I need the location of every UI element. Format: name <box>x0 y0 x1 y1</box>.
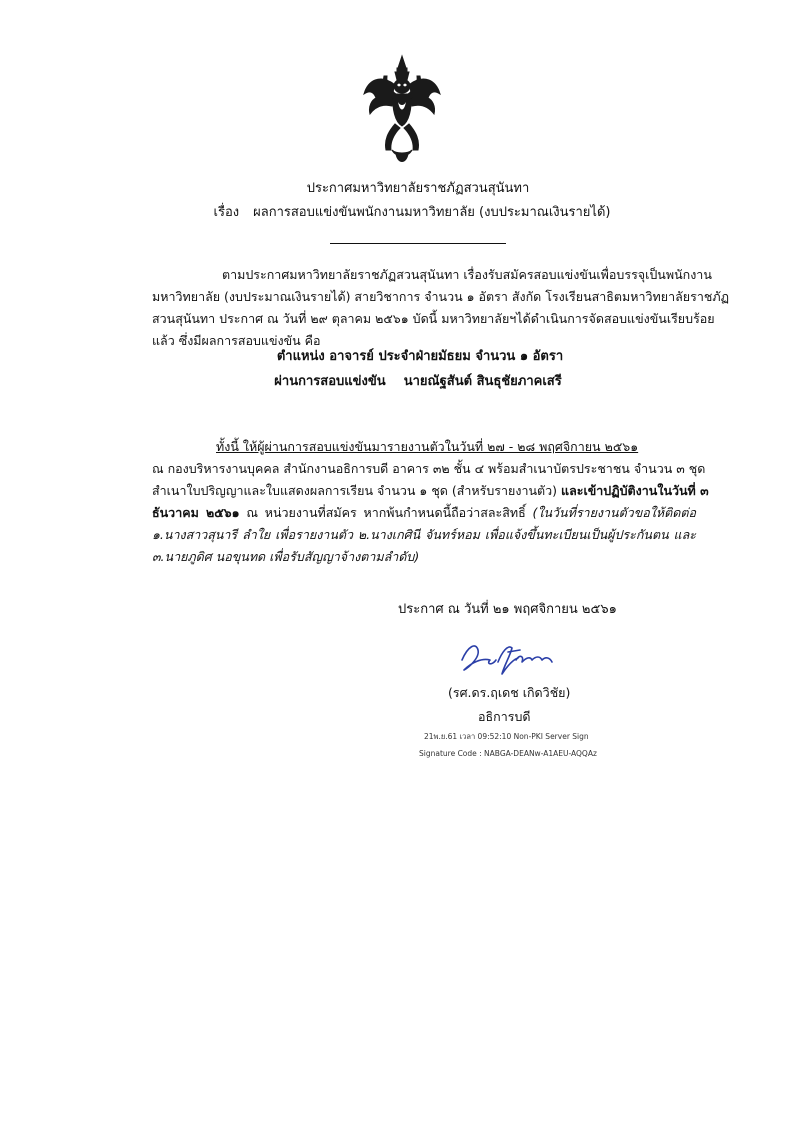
announcement-title: ประกาศมหาวิทยาลัยราชภัฏสวนสุนันทา <box>306 181 530 196</box>
intro-line: แล้ว ซึ่งมีผลการสอบแข่งขัน คือ <box>152 333 321 348</box>
instructions-line-5: ๑.นางสาวสุนารี ลำใย เพื่อรายงานตัว ๒.นางเกศินี จันทร์หอม เพื่อแจ้งขึ้นทะเบียนเป็นผู้ประกันตน และ <box>152 527 696 542</box>
instructions-line-6: ๓.นายภูดิศ นอขุนทด เพื่อรับสัญญาจ้างตามลำดับ) <box>152 549 420 564</box>
passed-label: ผ่านการสอบแข่งขัน <box>274 374 386 389</box>
instructions-line-2: ณ กองบริหารงานบุคคล สำนักงานอธิการบดี อาคาร ๓๒ ชั้น ๔ พร้อมสำเนาบัตรประชาชน จำนวน ๓ ชุด <box>152 461 706 476</box>
intro-paragraph <box>152 264 729 352</box>
forfeit-text: ณ หน่วยงานที่สมัคร หากพ้นกำหนดนี้ถือว่าสละสิทธิ์ <box>246 505 526 520</box>
subject-label: เรื่อง <box>213 205 240 220</box>
instructions-line-1 <box>152 436 696 458</box>
header-divider <box>330 243 506 244</box>
instructions-line-3 <box>152 480 709 502</box>
report-date-text: ทั้งนี้ ให้ผู้ผ่านการสอบแข่งขันมารายงานตัวในวันที่ ๒๗ - ๒๘ พฤศจิกายน ๒๕๖๑ <box>216 439 639 454</box>
intro-line: มหาวิทยาลัย (งบประมาณเงินรายได้) สายวิชาการ จำนวน ๑ อัตรา สังกัด โรงเรียนสาธิตมหาวิทยาลัยราชภัฏ <box>152 289 729 304</box>
documents-text: สำเนาใบปริญญาและใบแสดงผลการเรียน จำนวน ๑ ชุด (สำหรับรายงานตัว) <box>152 483 558 498</box>
start-work-date: ธันวาคม ๒๕๖๑ <box>152 505 240 520</box>
handwritten-signature-icon <box>458 638 554 678</box>
announcement-subject <box>12 204 800 222</box>
signature-code: Signature Code : NABGA-DEANw-A1AEU-AQQAz <box>419 749 597 758</box>
instructions-paragraph <box>152 436 709 568</box>
signer-name: (รศ.ดร.ฤเดช เกิดวิชัย) <box>448 685 571 700</box>
contact-text: (ในวันที่รายงานตัวขอให้ติดต่อ <box>532 505 696 520</box>
intro-line: ตามประกาศมหาวิทยาลัยราชภัฏสวนสุนันทา เรื่องรับสมัครสอบแข่งขันเพื่อบรรจุเป็นพนักงาน <box>222 267 712 282</box>
instructions-line-4 <box>152 502 696 524</box>
sign-timestamp: 21พ.ย.61 เวลา 09:52:10 Non-PKI Server Sign <box>424 732 589 741</box>
start-work-text: และเข้าปฏิบัติงานในวันที่ ๓ <box>561 483 709 498</box>
subject-text: ผลการสอบแข่งขันพนักงานมหาวิทยาลัย (งบประมาณเงินรายได้) <box>253 205 611 220</box>
announcement-date: ประกาศ ณ วันที่ ๒๑ พฤศจิกายน ๒๕๖๑ <box>398 602 617 617</box>
position-line: ตำแหน่ง อาจารย์ ประจำฝ่ายมัธยม จำนวน ๑ อัตรา <box>276 349 564 364</box>
passed-candidate-line <box>18 371 800 393</box>
signer-title: อธิการบดี <box>478 709 531 724</box>
candidate-name: นายณัฐสันต์ สินธุชัยภาคเสรี <box>403 374 562 389</box>
intro-line: สวนสุนันทา ประกาศ ณ วันที่ ๒๙ ตุลาคม ๒๕๖๑ บัดนี้ มหาวิทยาลัยฯได้ดำเนินการจัดสอบแข่งขันเรียบร้อย <box>152 311 715 326</box>
garuda-emblem-icon <box>362 54 442 166</box>
